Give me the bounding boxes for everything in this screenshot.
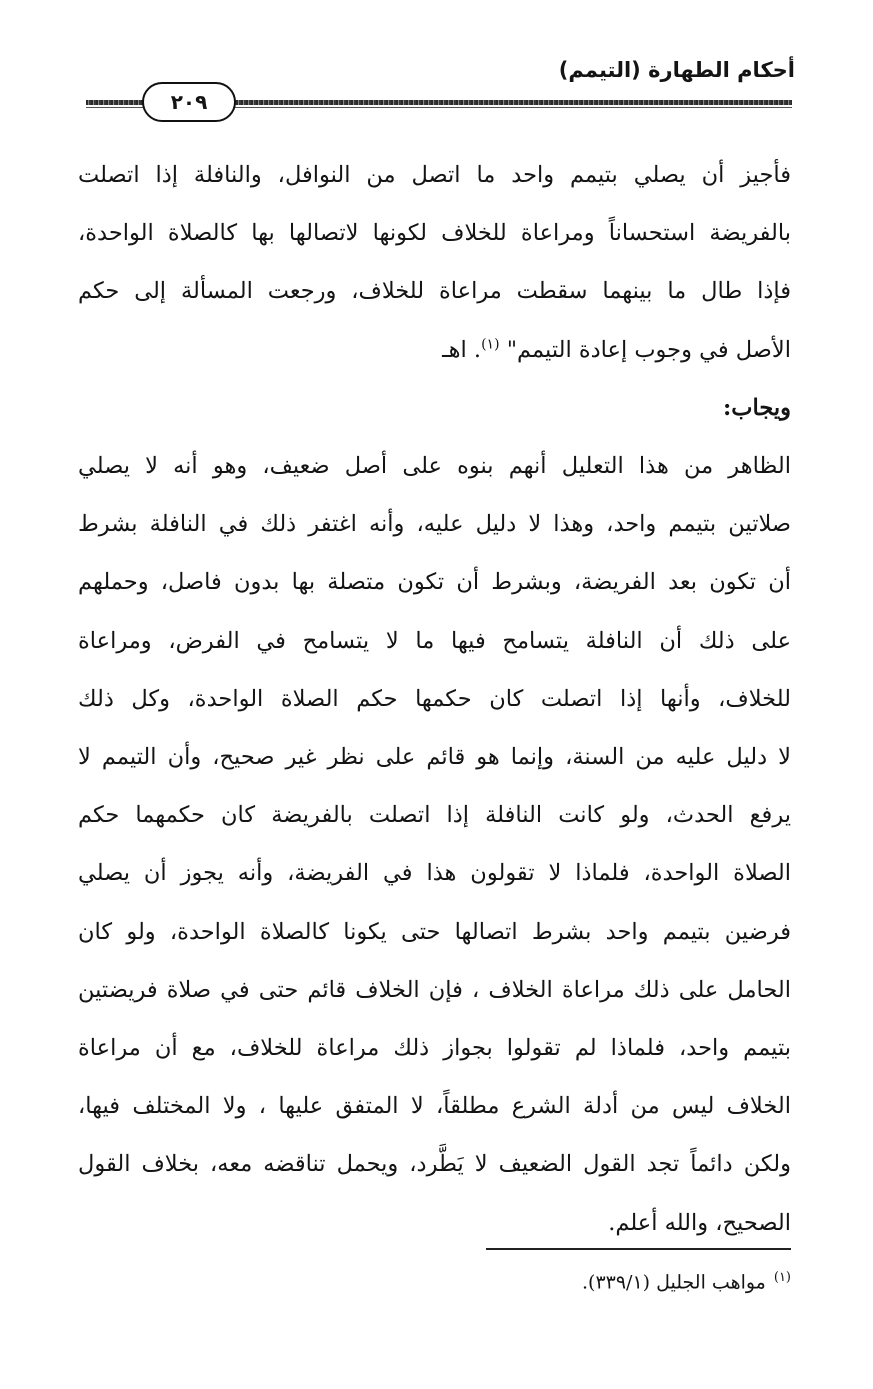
body-text bbox=[78, 146, 791, 1252]
text-line: الصلاة الواحدة، فلماذا لا تقولون هذا في الفريضة، وأنه يجوز أن يصلي bbox=[78, 860, 791, 887]
text-line bbox=[78, 321, 791, 379]
text-line: صلاتين بتيمم واحد، وهذا لا دليل عليه، وأنه اغتفر ذلك في النافلة بشرط bbox=[78, 511, 791, 538]
footnote bbox=[582, 1270, 791, 1293]
text-line: بتيمم واحد، فلماذا لم تقولوا بجواز ذلك مراعاة للخلاف، مع أن مراعاة bbox=[78, 1035, 791, 1062]
text-line: للخلاف، وأنها إذا اتصلت كان حكمها حكم الصلاة الواحدة، وكل ذلك bbox=[78, 685, 791, 712]
text-line: أن تكون بعد الفريضة، وبشرط أن تكون متصلة بها بدون فاصل، وحملهم bbox=[78, 569, 791, 596]
paragraph-response bbox=[78, 437, 791, 1252]
text-line: على ذلك أن النافلة يتسامح فيها ما لا يتسامح في الفرض، ومراعاة bbox=[78, 627, 791, 654]
text-line: الحامل على ذلك مراعاة الخلاف ، فإن الخلاف قائم حتى في صلاة فريضتين bbox=[78, 976, 791, 1003]
footnote-separator bbox=[486, 1248, 791, 1250]
text-line: فأجيز أن يصلي بتيمم واحد ما اتصل من النوافل، والنافلة إذا اتصلت bbox=[78, 162, 791, 188]
text-line: لا دليل عليه من السنة، وإنما هو قائم على نظر غير صحيح، وأن التيمم لا bbox=[78, 744, 791, 771]
footnote-mark: (١) bbox=[773, 1270, 791, 1285]
header-rule bbox=[86, 82, 792, 122]
text-line: فرضين بتيمم واحد بشرط اتصالها حتى يكونا كالصلاة الواحدة، ولو كان bbox=[78, 918, 791, 945]
text-line: ولكن دائماً تجد القول الضعيف لا يَطَّرد، ويحمل تناقضه معه، بخلاف القول bbox=[78, 1151, 791, 1178]
footnote-reference: (١) bbox=[481, 336, 500, 353]
text-line-fragment: . اهـ bbox=[442, 336, 482, 363]
footnote-text: مواهب الجليل (٣٣٩/١). bbox=[581, 1271, 766, 1294]
text-line-fragment: الأصل في وجوب إعادة التيمم" bbox=[506, 336, 791, 363]
section-heading-wrap bbox=[78, 379, 791, 437]
text-line: الظاهر من هذا التعليل أنهم بنوه على أصل ضعيف، وهو أنه لا يصلي bbox=[78, 453, 791, 480]
text-line: فإذا طال ما بينهما سقطت مراعاة للخلاف، ورجعت المسألة إلى حكم bbox=[78, 278, 791, 305]
text-line: الصحيح، والله أعلم. bbox=[608, 1209, 791, 1236]
text-line: يرفع الحدث، ولو كانت النافلة إذا اتصلت بالفريضة كان حكمهما حكم bbox=[78, 802, 791, 829]
text-line: الخلاف ليس من أدلة الشرع مطلقاً، لا المتفق عليها ، ولا المختلف فيها، bbox=[78, 1093, 791, 1120]
section-heading: ويجاب: bbox=[723, 394, 791, 421]
paragraph-quote bbox=[78, 146, 791, 379]
text-line: بالفريضة استحساناً ومراعاة للخلاف لكونها لاتصالها بها كالصلاة الواحدة، bbox=[78, 220, 791, 247]
page-number-badge: ٢٠٩ bbox=[142, 82, 236, 122]
running-header-title: أحكام الطهارة (التيمم) bbox=[558, 58, 795, 82]
